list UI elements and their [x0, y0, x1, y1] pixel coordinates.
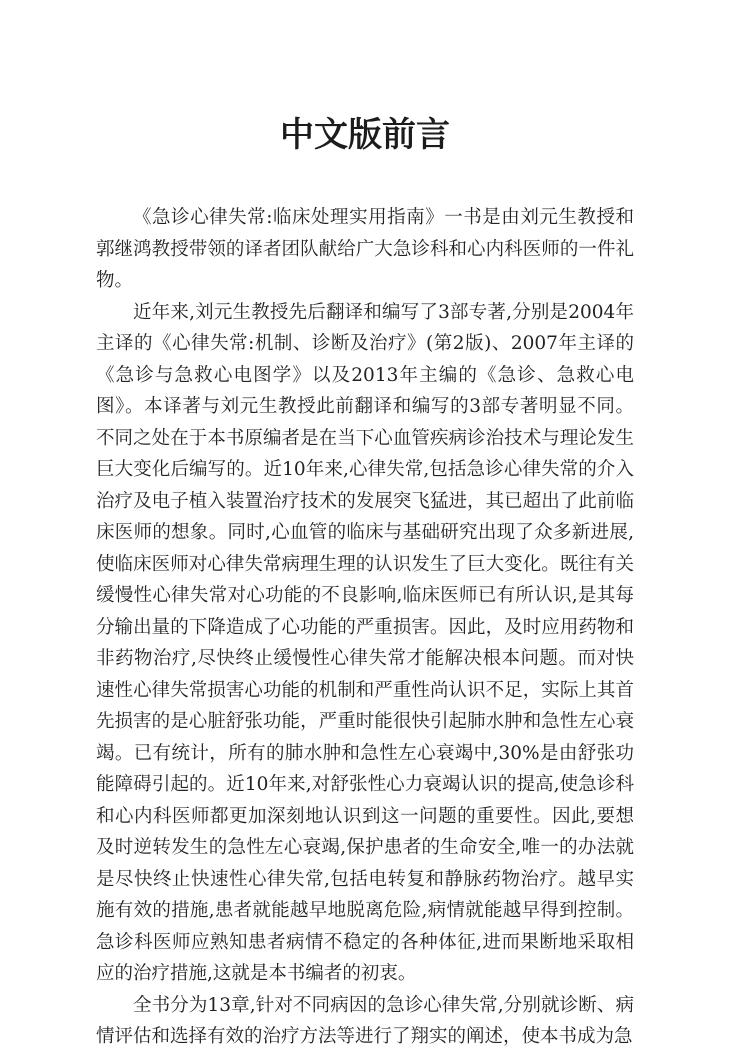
page-title: 中文版前言 — [280, 115, 450, 155]
paragraph-2: 近年来,刘元生教授先后翻译和编写了3部专著,分别是2004年主译的《心律失常:机制、诊断及治疗》(第2版)、2007年主译的《急诊与急救心电图学》以及2013年主编的《急诊、急救心电图》。本译著与刘元生教授此前翻译和编写的3部专著明显不同。不同之处在于本书原编者是在当下心血管疾病诊治技术与理论发生巨大变化后编写的。近10年来,心律失常,包括急诊心律失常的介入治疗及电子植入装置治疗技术的发展突飞猛进，其已超出了此前临床医师的想象。同时,心血管的临床与基础研究出现了众多新进展,使临床医师对心律失常病理生理的认识发生了巨大变化。既往有关缓慢性心律失常对心功能的不良影响,临床医师已有所认识,是其每分输出量的下降造成了心功能的严重损害。因此，及时应用药物和非药物治疗,尽快终止缓慢性心律失常才能解决根本问题。而对快速性心律失常损害心功能的机制和严重性尚认识不足，实际上其首先损害的是心脏舒张功能，严重时能很快引起肺水肿和急性左心衰竭。已有统计，所有的肺水肿和急性左心衰竭中,30%是由舒张功能障碍引起的。近10年来,对舒张性心力衰竭认识的提高,使急诊科和心内科医师都更加深刻地认识到这一问题的重要性。因此,要想及时逆转发生的急性左心衰竭,保护患者的生命安全,唯一的办法就是尽快终止快速性心律失常,包括电转复和静脉药物治疗。越早实施有效的措施,患者就能越早地脱离危险,病情就能越早得到控制。急诊科医师应熟知患者病情不稳定的各种体征,进而果断地采取相应的治疗措施,这就是本书编者的初衷。 — [96, 301, 634, 984]
paragraph-1: 《急诊心律失常:临床处理实用指南》一书是由刘元生教授和郭继鸿教授带领的译者团队献给广大急诊科和心内科医师的一件礼物。 — [96, 207, 634, 291]
preface-body — [96, 202, 634, 1053]
paragraph-3: 全书分为13章,针对不同病因的急诊心律失常,分别就诊断、病情评估和选择有效的治疗方法等进行了翔实的阐述，使本书成为急 — [96, 994, 634, 1047]
